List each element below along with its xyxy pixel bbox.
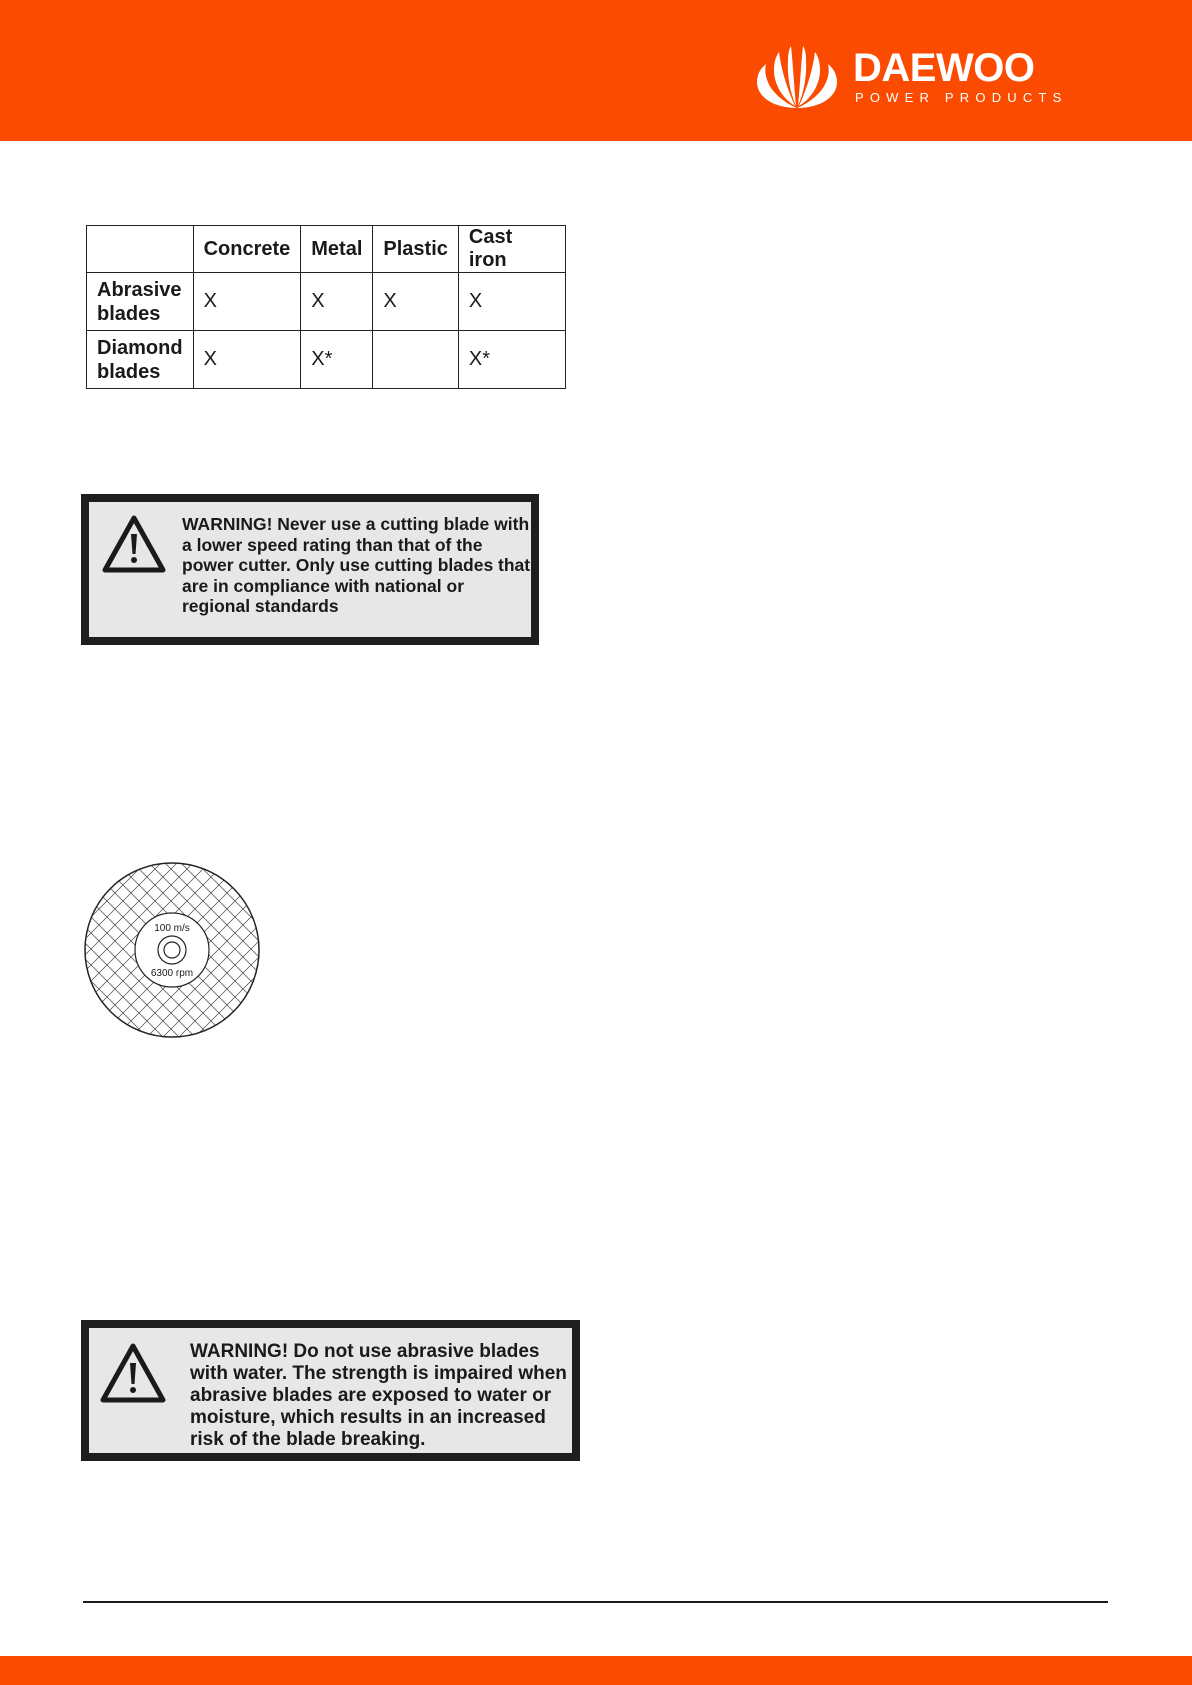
column-header: Plastic <box>373 226 458 273</box>
column-header: Concrete <box>193 226 301 273</box>
warning-text: WARNING! Never use a cutting blade with a lower speed rating than that of the power cutter. Only use cutting blades that are in compliance with national or regional standards <box>182 514 531 616</box>
table-cell: X <box>193 273 301 331</box>
warning-box-water <box>81 1320 580 1461</box>
cutting-blade-illustration <box>83 861 261 1039</box>
column-header: Cast iron <box>458 226 565 273</box>
column-header <box>87 226 194 273</box>
table-cell: X <box>301 273 373 331</box>
brand-tagline: POWER PRODUCTS <box>855 90 1068 105</box>
table-header-row <box>87 226 566 273</box>
footer-divider <box>83 1601 1108 1603</box>
row-label-line: blades <box>97 360 161 383</box>
table-cell: X <box>373 273 458 331</box>
row-label-line: Abrasive <box>97 278 182 301</box>
warning-triangle-icon <box>99 1342 167 1404</box>
warning-box-speed-rating <box>81 494 539 645</box>
row-label-line: Diamond <box>97 336 183 359</box>
warning-text: WARNING! Do not use abrasive blades with water. The strength is impaired when abrasive blades are exposed to water or moisture, which results in an increased risk of the blade breaking. <box>190 1341 567 1450</box>
header-band <box>0 0 1192 141</box>
row-header <box>87 273 194 331</box>
footer-band <box>0 1656 1192 1685</box>
column-header: Metal <box>301 226 373 273</box>
blade-material-table <box>86 225 566 389</box>
daewoo-fan-icon <box>754 44 840 110</box>
row-label-line: blades <box>97 302 161 325</box>
table-row <box>87 331 566 389</box>
table-cell: X* <box>458 331 565 389</box>
table-row <box>87 273 566 331</box>
row-header <box>87 331 194 389</box>
blade-rpm-label: 6300 rpm <box>150 968 194 979</box>
table-cell: X <box>458 273 565 331</box>
daewoo-logo <box>754 44 1074 110</box>
brand-name: DAEWOO <box>853 46 1035 90</box>
blade-speed-label: 100 m/s <box>154 923 190 934</box>
table-cell: X <box>193 331 301 389</box>
table-cell: X* <box>301 331 373 389</box>
table-cell <box>373 331 458 389</box>
warning-triangle-icon <box>101 514 167 574</box>
